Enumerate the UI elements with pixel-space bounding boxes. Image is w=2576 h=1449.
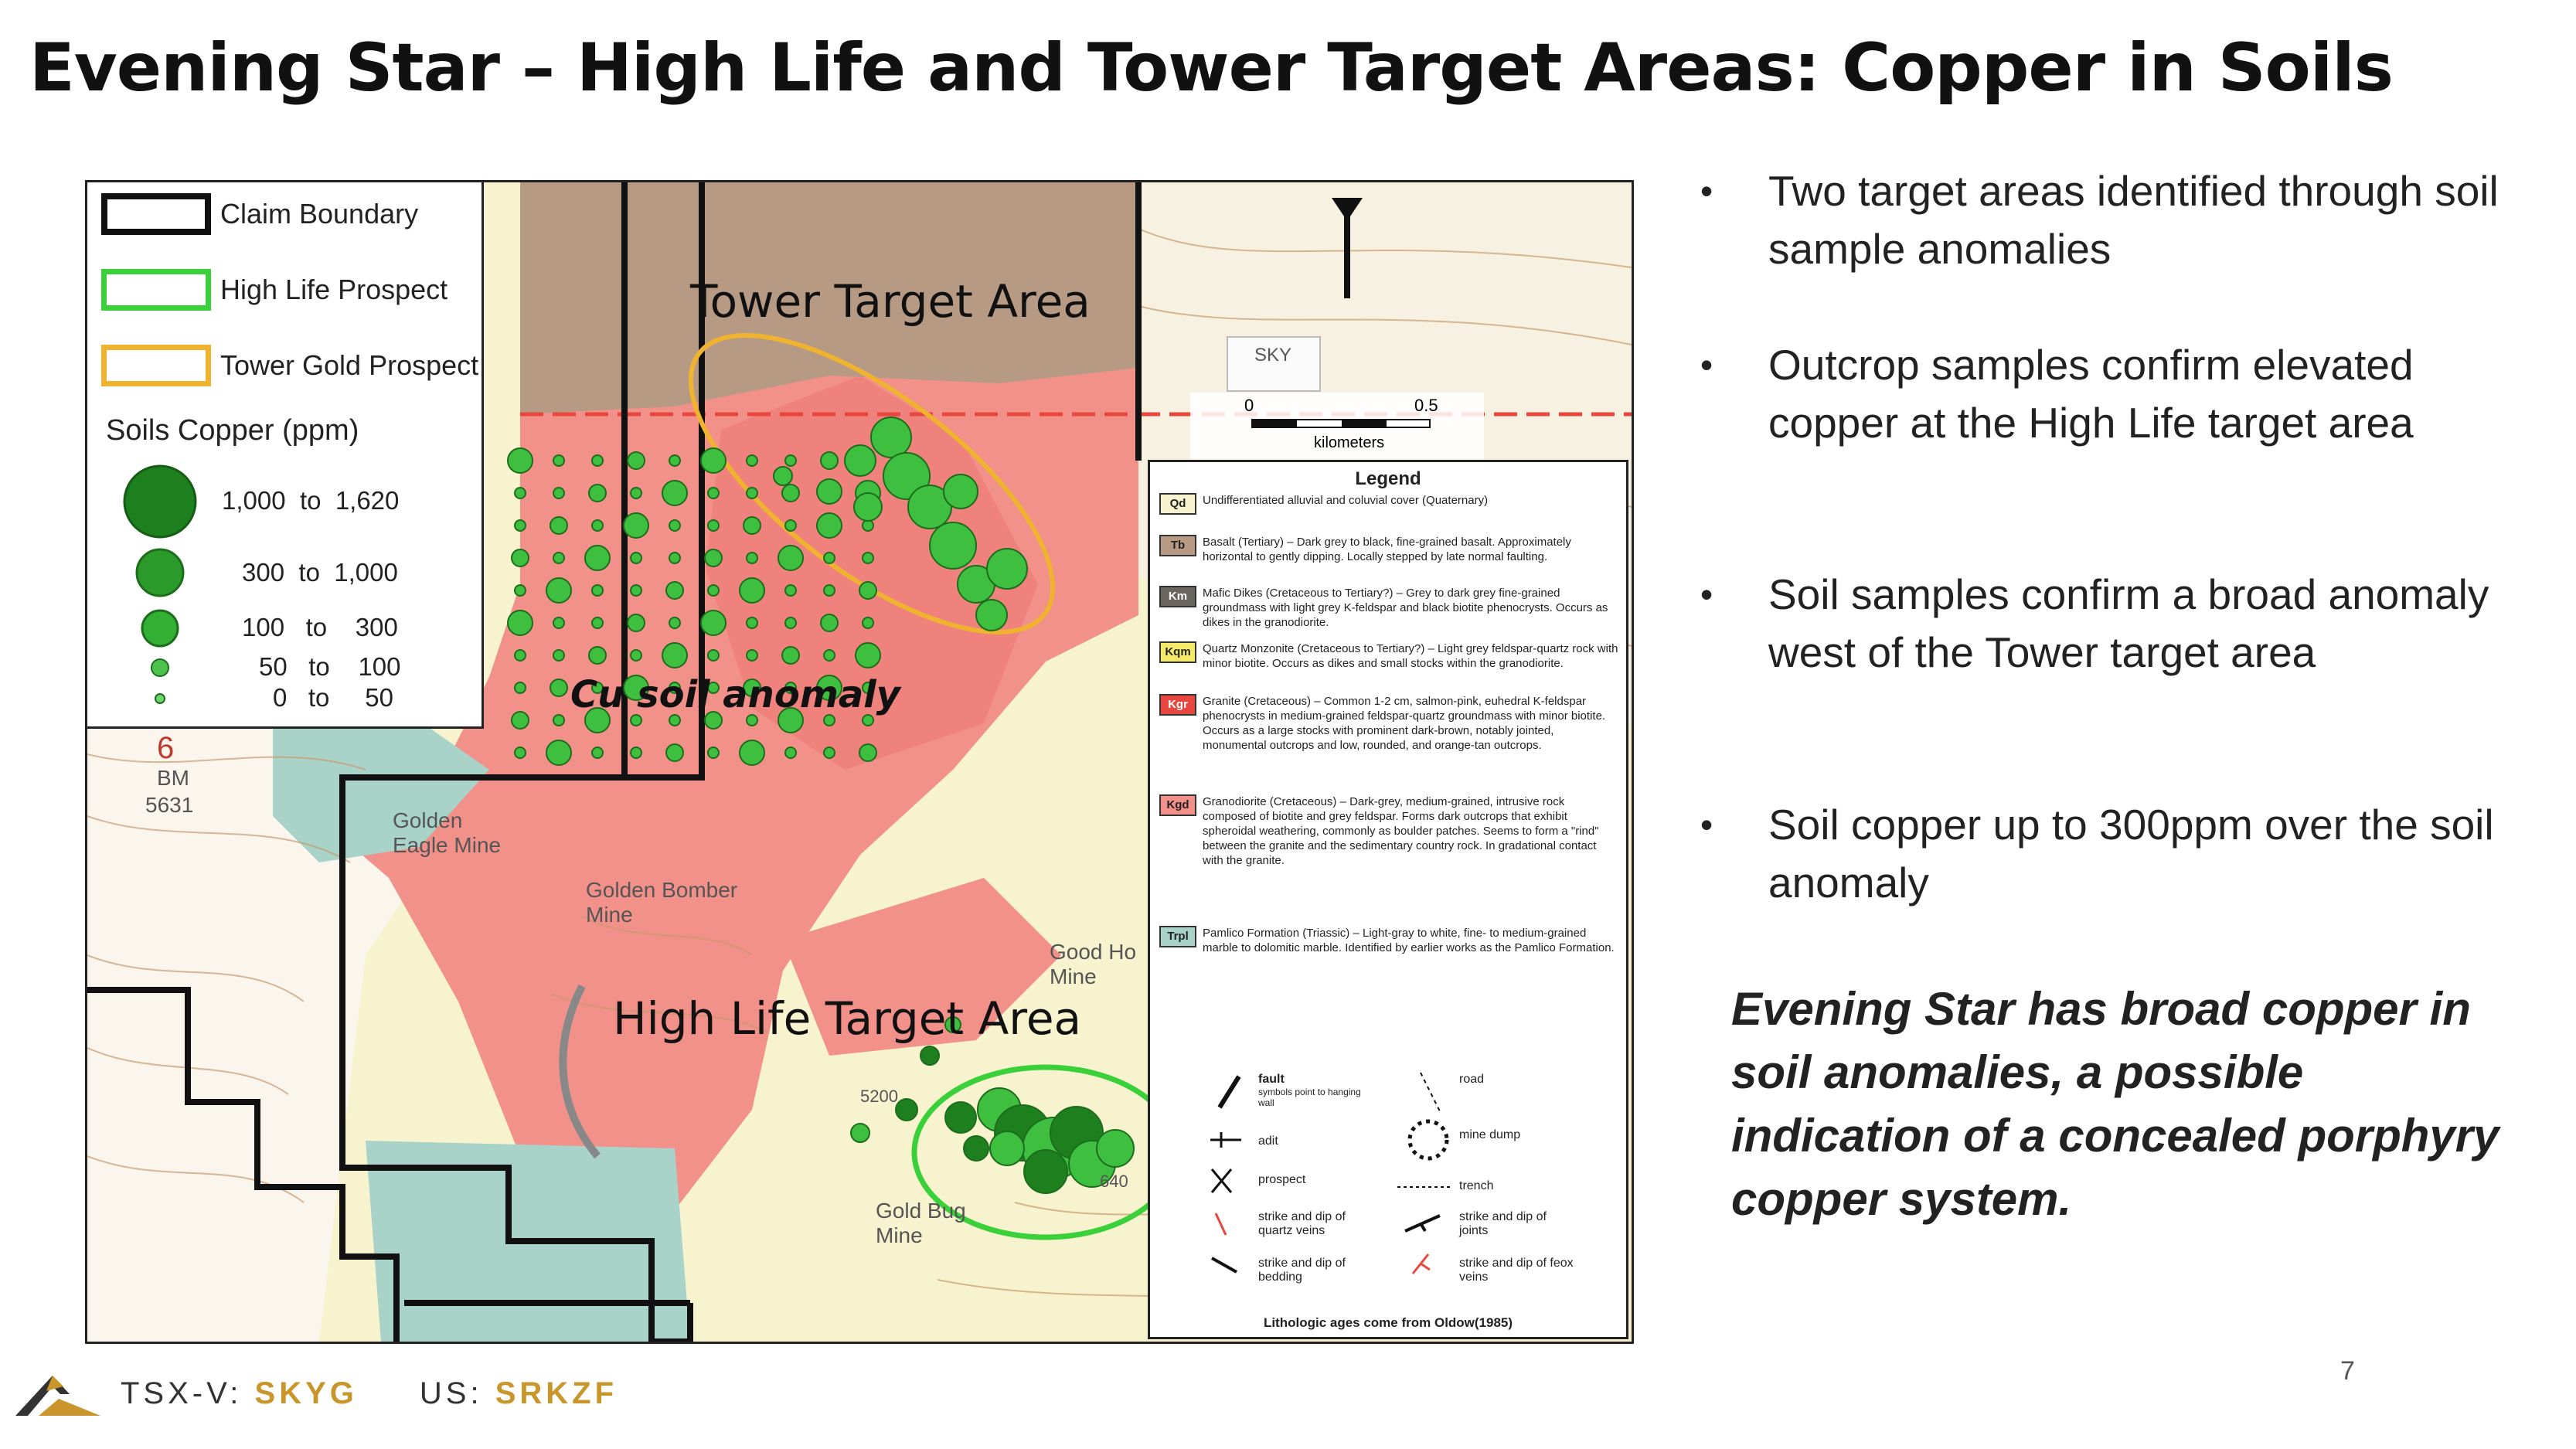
sym-fault-note: symbols point to hanging wall [1258,1087,1361,1108]
soil-sample-point [744,517,761,534]
sym-prospect: prospect [1258,1173,1306,1186]
soil-sample-point [550,517,567,534]
size-to: 100 [358,652,401,681]
sym-feox-veins: strike and dip of feox veins [1459,1257,1574,1284]
soil-sample-point [747,488,757,498]
geology-unit-description: Pamlico Formation (Triassic) – Light-gray to white, fine- to medium-grained marble to dolomitic marble. Identified by earlier works as the Pamlico Formation. [1203,927,1615,954]
soil-sample-point [944,474,978,509]
soil-sample-point [1097,1130,1134,1167]
soil-sample-point [896,1099,917,1121]
soil-sample-point [628,452,645,469]
soil-sample-point [964,1136,989,1161]
legend-footnote: Lithologic ages come from Oldow(1985) [1263,1315,1513,1330]
footer [15,1362,618,1424]
soil-sample-point [592,455,603,466]
soil-sample-point [871,417,911,457]
geology-unit-description: Basalt (Tertiary) – Dark grey to black, fine-grained basalt. Approximately horizontal to gently dipping. Locally stepped by late normal faulting. [1203,536,1571,563]
soil-sample-point [701,611,726,635]
soil-sample-point [662,643,687,668]
soil-sample-point [851,1124,869,1142]
size-to: 1,620 [335,486,400,515]
size-to-word: to [298,558,320,587]
geology-unit-description: Quartz Monzonite (Cretaceous to Tertiary?) – Light grey feldspar-quartz rock with minor biotite. Occurs as dikes and small stocks within the granodiorite. [1203,642,1618,670]
sym-quartz-veins: strike and dip of quartz veins [1258,1210,1346,1237]
size-to-word: to [308,683,330,712]
soil-sample-point [708,585,719,596]
us-prefix: US: [419,1376,483,1410]
soil-sample-point [740,740,764,765]
soil-sample-point [747,553,757,563]
soil-sample-point [624,513,648,538]
us-ticker [420,1376,618,1411]
map-legend-prospects [85,180,484,729]
size-row-5 [273,683,393,713]
geology-unit-description: Undifferentiated alluvial and coluvial cover (Quaternary) [1203,494,1489,507]
scale-bar [1190,393,1484,459]
legend-label: Claim Boundary [220,198,419,230]
soil-sample-point [863,715,873,726]
soil-sample-point [824,585,835,596]
soil-sample-point [666,744,683,761]
soils-copper-heading: Soils Copper (ppm) [106,414,359,447]
soil-sample-point [747,455,757,466]
geology-unit-description: Mafic Dikes (Cretaceous to Tertiary?) – Grey to dark grey fine-grained groundmass with light grey K-feldspar and black biotite phenocrysts. Occurs as dikes in the granodiorite. [1203,587,1608,629]
soil-sample-point [859,744,876,761]
bullet-dot-icon: • [1700,574,1713,614]
size-from: 0 [273,683,288,712]
size-row-3 [242,613,398,642]
soil-sample-point [747,650,757,661]
soil-sample-point [859,582,876,599]
soil-sample-point [785,747,796,758]
summary-statement: Evening Star has broad copper in soil anomalies, a possible indication of a concealed porphyry copper system. [1731,983,2499,1225]
soil-sample-point [863,617,873,628]
soil-sample-point [631,553,641,563]
soil-sample-point [747,617,757,628]
sym-adit: adit [1258,1134,1278,1148]
soil-sample-point [945,1102,976,1133]
soil-sample-point [553,553,564,563]
geology-unit-code: Kgd [1159,794,1196,816]
soil-sample-point [669,520,680,531]
soil-sample-point [515,747,526,758]
legend-label: Tower Gold Prospect [220,349,479,381]
scale-start: 0 [1244,396,1254,415]
soil-sample-point [708,488,719,498]
soil-sample-point [592,520,603,531]
gold-bug-mine-label: Gold Bug Mine [876,1199,966,1247]
geology-legend [1148,460,1628,1339]
size-row-2 [242,558,398,587]
soil-sample-point [854,493,882,521]
geology-unit-code: Qd [1159,493,1196,515]
sym-mine-dump: mine dump [1459,1128,1521,1141]
bullet-item [1700,796,2526,912]
soil-sample-point [782,485,799,502]
soil-sample-point [778,546,803,570]
bullet-dot-icon: • [1700,171,1713,211]
soil-sample-point [930,522,976,569]
geology-legend-title: Legend [1355,468,1421,489]
geology-unit-code: Trpl [1159,926,1196,947]
benchmark-label: BM [157,766,189,790]
soil-sample-point [515,488,526,498]
soil-sample-point [920,1046,939,1065]
sym-bedding: strike and dip of bedding [1258,1257,1346,1284]
soil-sample-point [1024,1150,1067,1193]
soil-sample-point [782,647,799,664]
size-to: 1,000 [334,558,398,587]
soil-sample-point [592,747,603,758]
tsx-ticker [121,1376,358,1411]
size-to: 50 [365,683,393,712]
soil-sample-point [747,715,757,726]
legend-label: High Life Prospect [220,274,448,305]
tower-target-label: Tower Target Area [690,275,1091,328]
soil-sample-point [666,582,683,599]
soil-sample-point [553,650,564,661]
soil-sample-point [631,715,641,726]
size-from: 50 [259,652,288,681]
soil-sample-point [740,578,764,603]
soil-sample-point [669,617,680,628]
soil-sample-point [512,549,529,566]
soil-sample-point [824,553,835,563]
soil-sample-point [553,617,564,628]
slide-title: Evening Star – High Life and Tower Target Areas: Copper in Soils [29,29,2393,107]
soil-sample-point [785,455,796,466]
section-number-label: 6 [157,731,175,765]
soil-sample-point [817,513,842,538]
size-from: 1,000 [222,486,286,515]
soil-sample-point [553,455,564,466]
soil-sample-point [821,614,838,631]
scale-unit: kilometers [1314,434,1385,451]
company-logo-icon [15,1368,100,1419]
soil-sample-point [515,520,526,531]
sym-joints: strike and dip of joints [1459,1210,1547,1237]
size-row-4 [259,652,401,682]
bullet-item [1700,336,2526,452]
soil-sample-point [785,617,796,628]
soil-sample-point [515,650,526,661]
soil-sample-point [546,740,571,765]
soil-sample-point [863,520,873,531]
soil-sample-point [824,747,835,758]
golden-bomber-mine-label: Golden Bomber Mine [586,878,738,927]
bullet-text: Two target areas identified through soil sample anomalies [1768,167,2499,273]
soil-sample-point [817,479,842,504]
soil-sample-point [631,747,641,758]
sky-badge-label: SKY [1254,345,1292,366]
elevation-640-label: 640 [1100,1172,1128,1191]
soil-sample-point [592,585,603,596]
us-symbol: SRKZF [495,1376,618,1410]
soil-sample-point [990,1131,1024,1165]
size-to-word: to [299,486,322,515]
soil-sample-point [705,549,722,566]
good-hope-mine-label: Good Ho Mine [1050,940,1137,988]
soil-size-symbols [87,182,486,731]
soil-sample-point [550,679,567,696]
soil-sample-point [553,488,564,498]
soil-sample-point [669,715,680,726]
soil-sample-point [512,712,529,729]
sym-fault [1258,1073,1366,1110]
soil-sample-point [508,448,533,473]
tsx-symbol: SKYG [254,1376,358,1410]
soil-sample-point [546,578,571,603]
geology-unit-code: Km [1159,586,1196,607]
high-life-target-label: High Life Target Area [613,992,1082,1045]
geology-unit-code: Kgr [1159,694,1196,716]
cu-soil-anomaly-label: Cu soil anomaly [570,673,900,716]
geology-unit-description: Granodiorite (Cretaceous) – Dark-grey, medium-grained, intrusive rock composed of biotite and grey feldspar. Forms dark outcrops that exhibit spheroidal weathering, commonly as boulder patches. Seems to form a "rind" between the granite and the sedimentary country rock. In gradational contact with the granite. [1203,795,1599,867]
soil-sample-point [824,650,835,661]
soil-sample-point [845,445,876,476]
soil-sample-point [987,549,1027,589]
soil-sample-point [508,611,533,635]
scale-end: 0.5 [1414,396,1438,415]
soil-sample-point [589,647,606,664]
size-to-word: to [308,652,330,681]
soil-sample-point [863,553,873,563]
soil-sample-point [631,488,641,498]
bullet-text: Soil samples confirm a broad anomaly west of the Tower target area [1768,570,2489,676]
golden-eagle-mine-label: Golden Eagle Mine [393,808,502,857]
soil-sample-point [708,650,719,661]
soil-sample-point [701,448,726,473]
soil-sample-point [785,520,796,531]
bullet-dot-icon: • [1700,804,1713,845]
soil-sample-point [856,643,880,668]
soil-sample-point [669,455,680,466]
soil-sample-point [662,481,687,505]
soil-sample-point [774,467,792,485]
geology-unit-code: Tb [1159,535,1196,556]
soil-sample-point [515,682,526,693]
sym-fault-label: fault [1258,1073,1285,1086]
geology-unit-code: Kqm [1159,641,1196,663]
soil-sample-point [585,546,610,570]
bullet-dot-icon: • [1700,345,1713,385]
soil-sample-point [592,617,603,628]
sym-trench: trench [1459,1179,1494,1192]
size-row-1 [222,486,399,515]
bullet-item [1700,162,2526,278]
size-to: 300 [355,613,398,641]
soil-sample-point [976,600,1007,631]
elevation-5631-label: 5631 [145,793,194,817]
soil-sample-point [708,520,719,531]
soil-sample-point [824,715,835,726]
soil-sample-point [631,650,641,661]
bullet-item [1700,566,2526,682]
size-from: 300 [242,558,285,587]
soil-sample-point [589,485,606,502]
tsx-prefix: TSX-V: [121,1376,243,1410]
soil-sample-point [785,585,796,596]
bullet-text: Outcrop samples confirm elevated copper at the High Life target area [1768,341,2414,447]
elevation-5200-label: 5200 [860,1087,898,1106]
size-from: 100 [242,613,285,641]
soil-sample-point [669,553,680,563]
page-number: 7 [2340,1356,2355,1386]
soil-sample-point [708,747,719,758]
bullet-text: Soil copper up to 300ppm over the soil anomaly [1768,801,2494,906]
size-to-word: to [305,613,328,641]
soil-sample-point [821,452,838,469]
soil-sample-point [631,585,641,596]
soil-sample-point [628,614,645,631]
soil-sample-point [553,715,564,726]
geology-unit-description: Granite (Cretaceous) – Common 1-2 cm, salmon-pink, euhedral K-feldspar phenocrysts in medium-grained feldspar-quartz groundmass with minor biotite. Occurs as a large stocks with prominent dark-brown, notably jointed, monumental outcrops and low, rounded, and orange-tan outcrops. [1203,695,1606,752]
soil-sample-point [515,585,526,596]
sym-road: road [1459,1073,1485,1086]
